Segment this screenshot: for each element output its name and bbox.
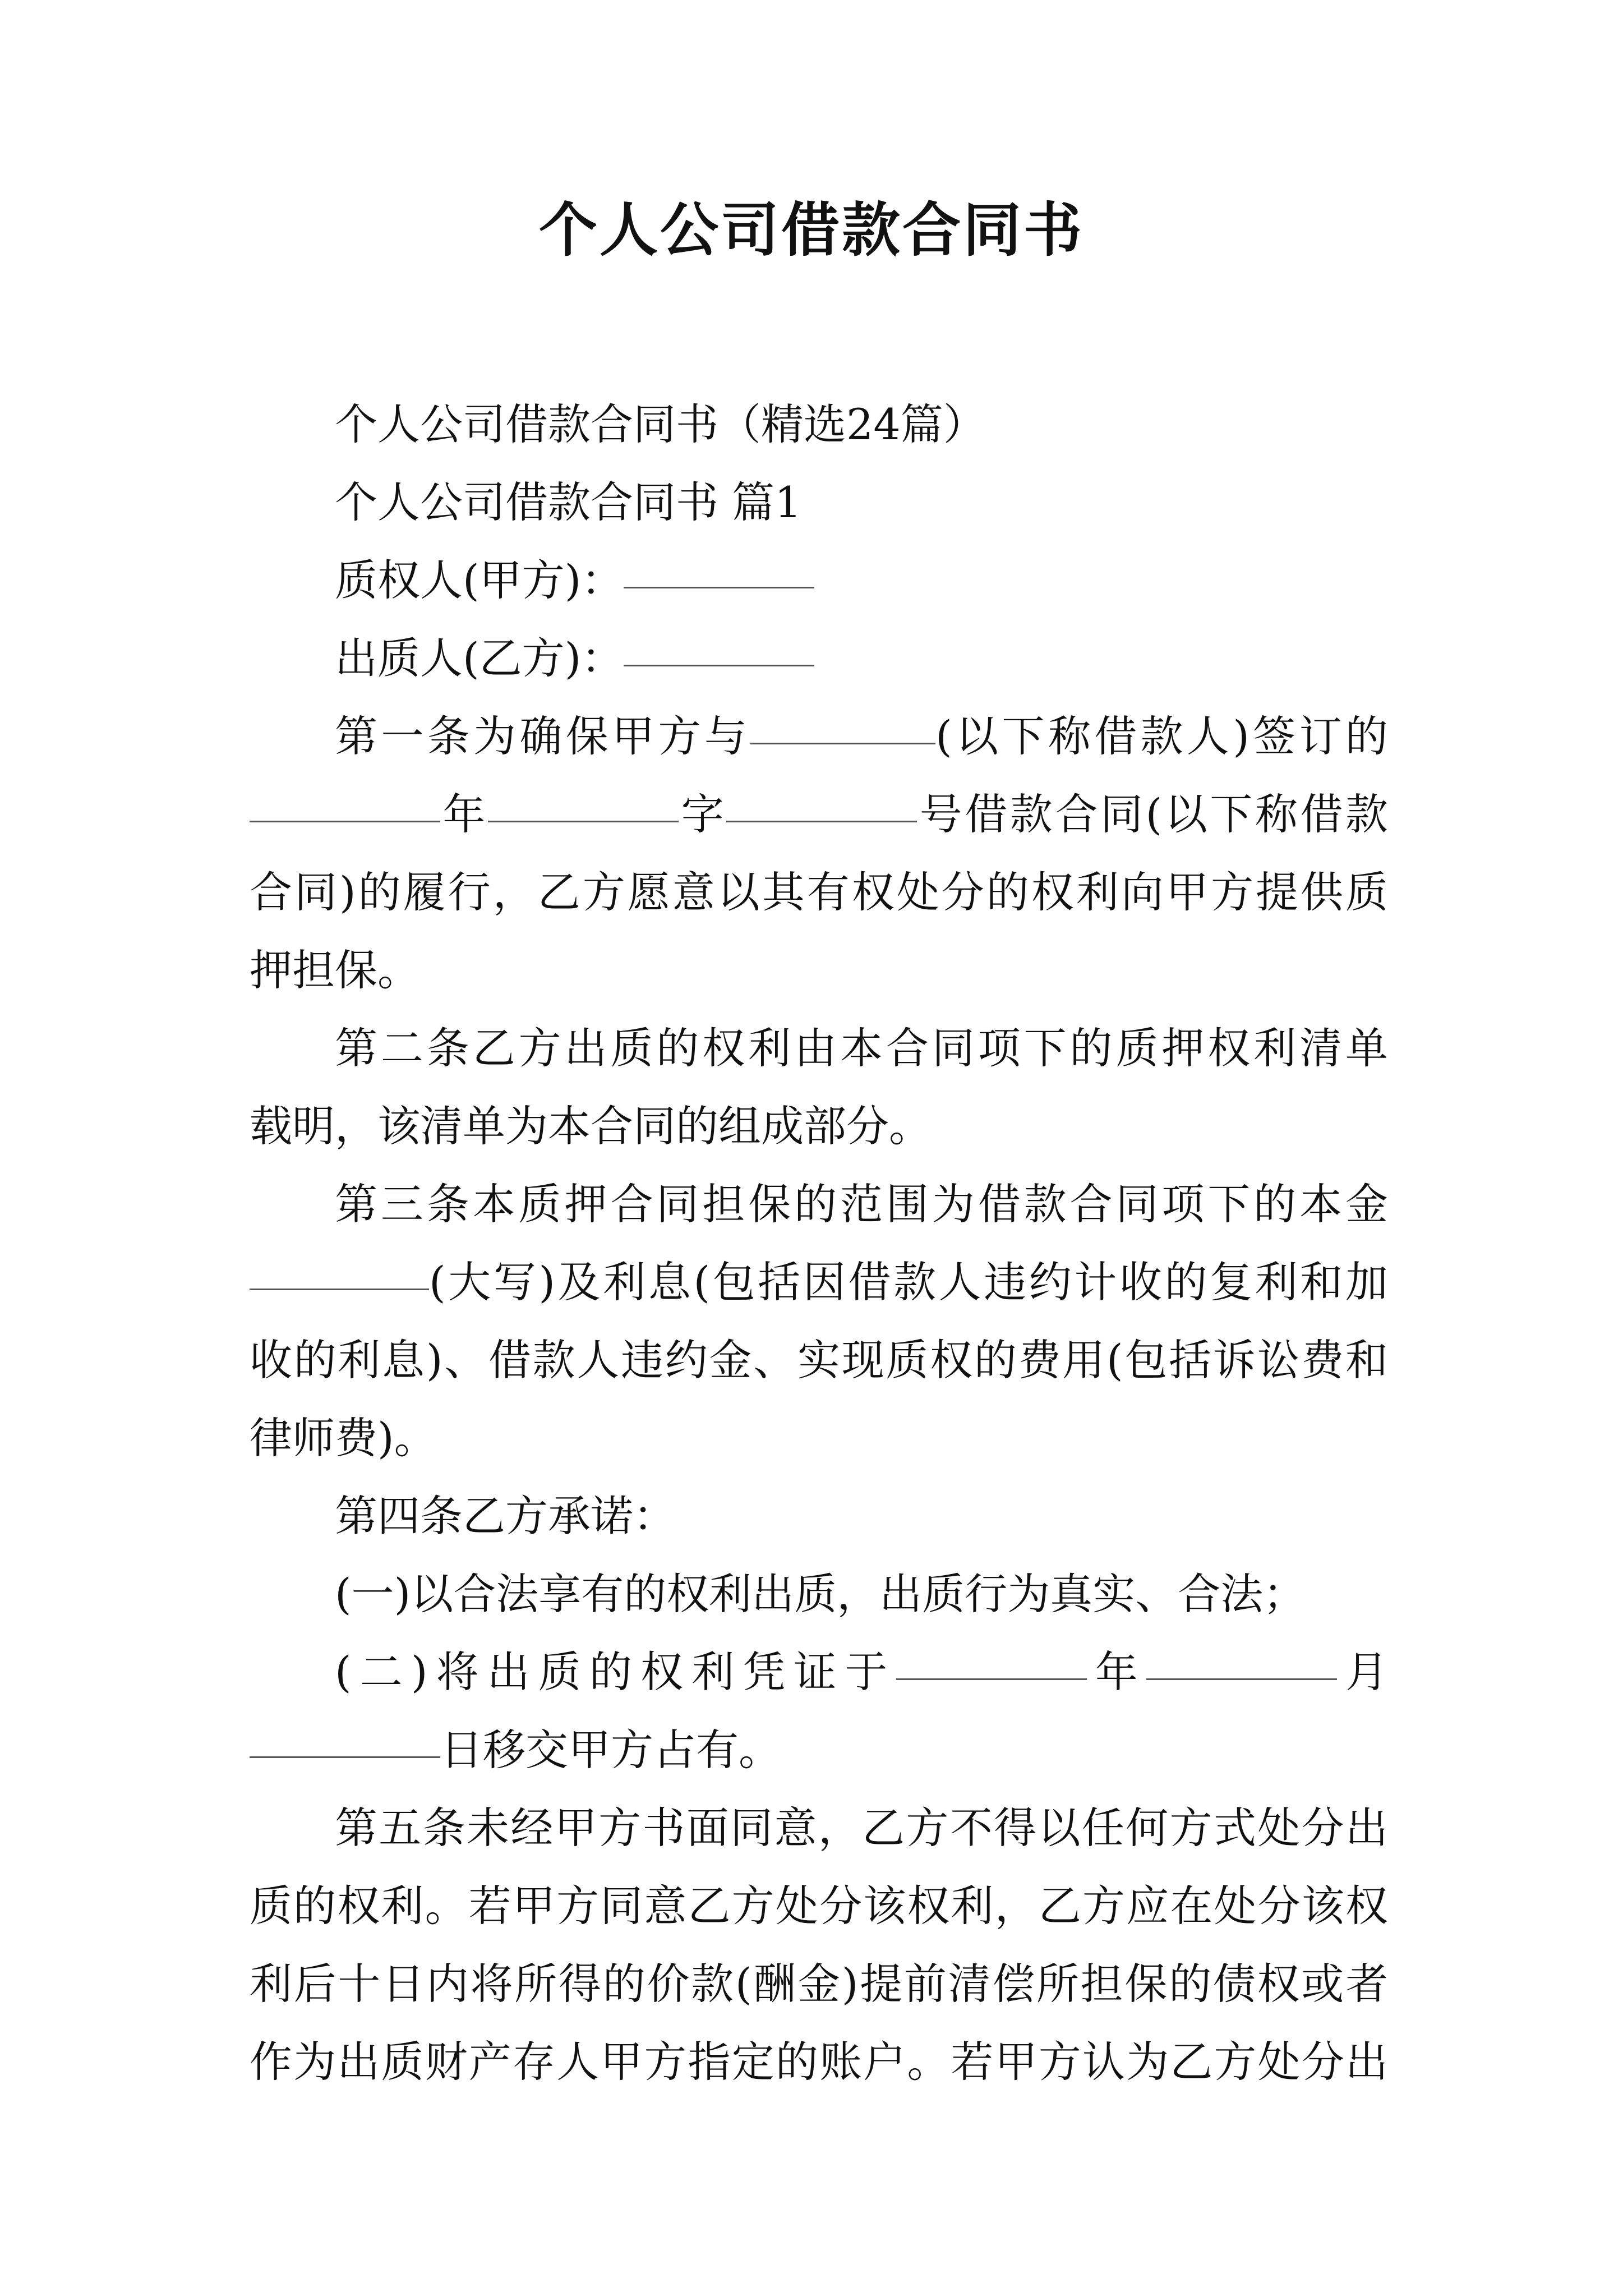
- paragraph-line: [250, 1478, 1388, 1555]
- section-heading: [250, 464, 1388, 541]
- paragraph-line: [250, 932, 1388, 1009]
- text-segment: 第四条乙方承诺：: [335, 1491, 676, 1541]
- text-segment: 合同)的履行，乙方愿意以其有权处分的权利向甲方提供质: [250, 867, 1388, 917]
- text-segment: (大写)及利息(包括因借款人违约计收的复利和加: [429, 1257, 1388, 1307]
- text-segment: 第一条为确保甲方与: [335, 711, 751, 761]
- document-title: 个人公司借款合同书: [538, 195, 1084, 264]
- blank-field: [624, 587, 814, 588]
- pledgor-line: [250, 620, 1388, 697]
- pledgee-line: [250, 542, 1388, 619]
- paragraph-line: [250, 1088, 1388, 1165]
- paragraph-line: [250, 1556, 1388, 1633]
- blank-field: [250, 1756, 440, 1758]
- text-segment: 第五条未经甲方书面同意，乙方不得以任何方式处分出: [335, 1803, 1388, 1853]
- paragraph-line: [250, 1400, 1388, 1477]
- subtitle: 个人公司借款合同书（精选24篇）: [335, 399, 986, 449]
- text-segment: 年: [1086, 1647, 1146, 1697]
- text-segment: (二)将出质的权利凭证于: [335, 1647, 896, 1697]
- blank-field: [488, 821, 679, 822]
- paragraph-line: [250, 1010, 1388, 1087]
- paragraph-line: [250, 698, 1388, 775]
- text-segment: (一)以合法享有的权利出质，出质行为真实、合法；: [335, 1569, 1306, 1619]
- blank-field: [250, 1289, 429, 1290]
- paragraph-line: [250, 1244, 1388, 1321]
- blank-field: [1146, 1678, 1337, 1680]
- text-segment: 月: [1336, 1647, 1388, 1697]
- text-segment: 律师费)。: [250, 1413, 437, 1463]
- blank-field: [896, 1678, 1087, 1680]
- text-segment: 质的权利。若甲方同意乙方处分该权利，乙方应在处分该权: [250, 1881, 1388, 1931]
- paragraph-line: [250, 1634, 1388, 1711]
- text-segment: 日移交甲方占有。: [440, 1725, 781, 1775]
- paragraph-line: [250, 2023, 1388, 2101]
- text-segment: 字: [679, 789, 727, 839]
- text-segment: 押担保。: [250, 945, 420, 995]
- text-segment: 第三条本质押合同担保的范围为借款合同项下的本金: [335, 1179, 1388, 1229]
- text-segment: (以下称借款人)签订的: [935, 711, 1388, 761]
- paragraph-line: [250, 1789, 1388, 1867]
- text-segment: 年: [440, 789, 488, 839]
- paragraph-line: [250, 776, 1388, 853]
- text-segment: 收的利息)、借款人违约金、实现质权的费用(包括诉讼费和: [250, 1335, 1388, 1385]
- pledgor-label: 出质人(乙方)：: [335, 633, 624, 683]
- text-segment: 第二条乙方出质的权利由本合同项下的质押权利清单: [335, 1023, 1388, 1073]
- paragraph-line: [250, 1322, 1388, 1399]
- section-title: 个人公司借款合同书 篇1: [335, 477, 802, 527]
- paragraph-line: [250, 1166, 1388, 1243]
- text-segment: 载明，该清单为本合同的组成部分。: [250, 1101, 932, 1151]
- subtitle-line: [250, 386, 1388, 463]
- paragraph-line: [250, 1945, 1388, 2023]
- text-segment: 作为出质财产存人甲方指定的账户。若甲方认为乙方处分出: [250, 2037, 1388, 2087]
- pledgee-label: 质权人(甲方)：: [335, 555, 624, 605]
- paragraph-line: [250, 1711, 1388, 1789]
- blank-field: [750, 743, 935, 744]
- paragraph-line: [250, 854, 1388, 931]
- text-segment: 利后十日内将所得的价款(酬金)提前清偿所担保的债权或者: [250, 1959, 1388, 2009]
- text-segment: 号借款合同(以下称借款: [917, 789, 1388, 839]
- blank-field: [250, 821, 440, 822]
- paragraph-line: [250, 1867, 1388, 1945]
- blank-field: [624, 665, 814, 666]
- blank-field: [726, 821, 917, 822]
